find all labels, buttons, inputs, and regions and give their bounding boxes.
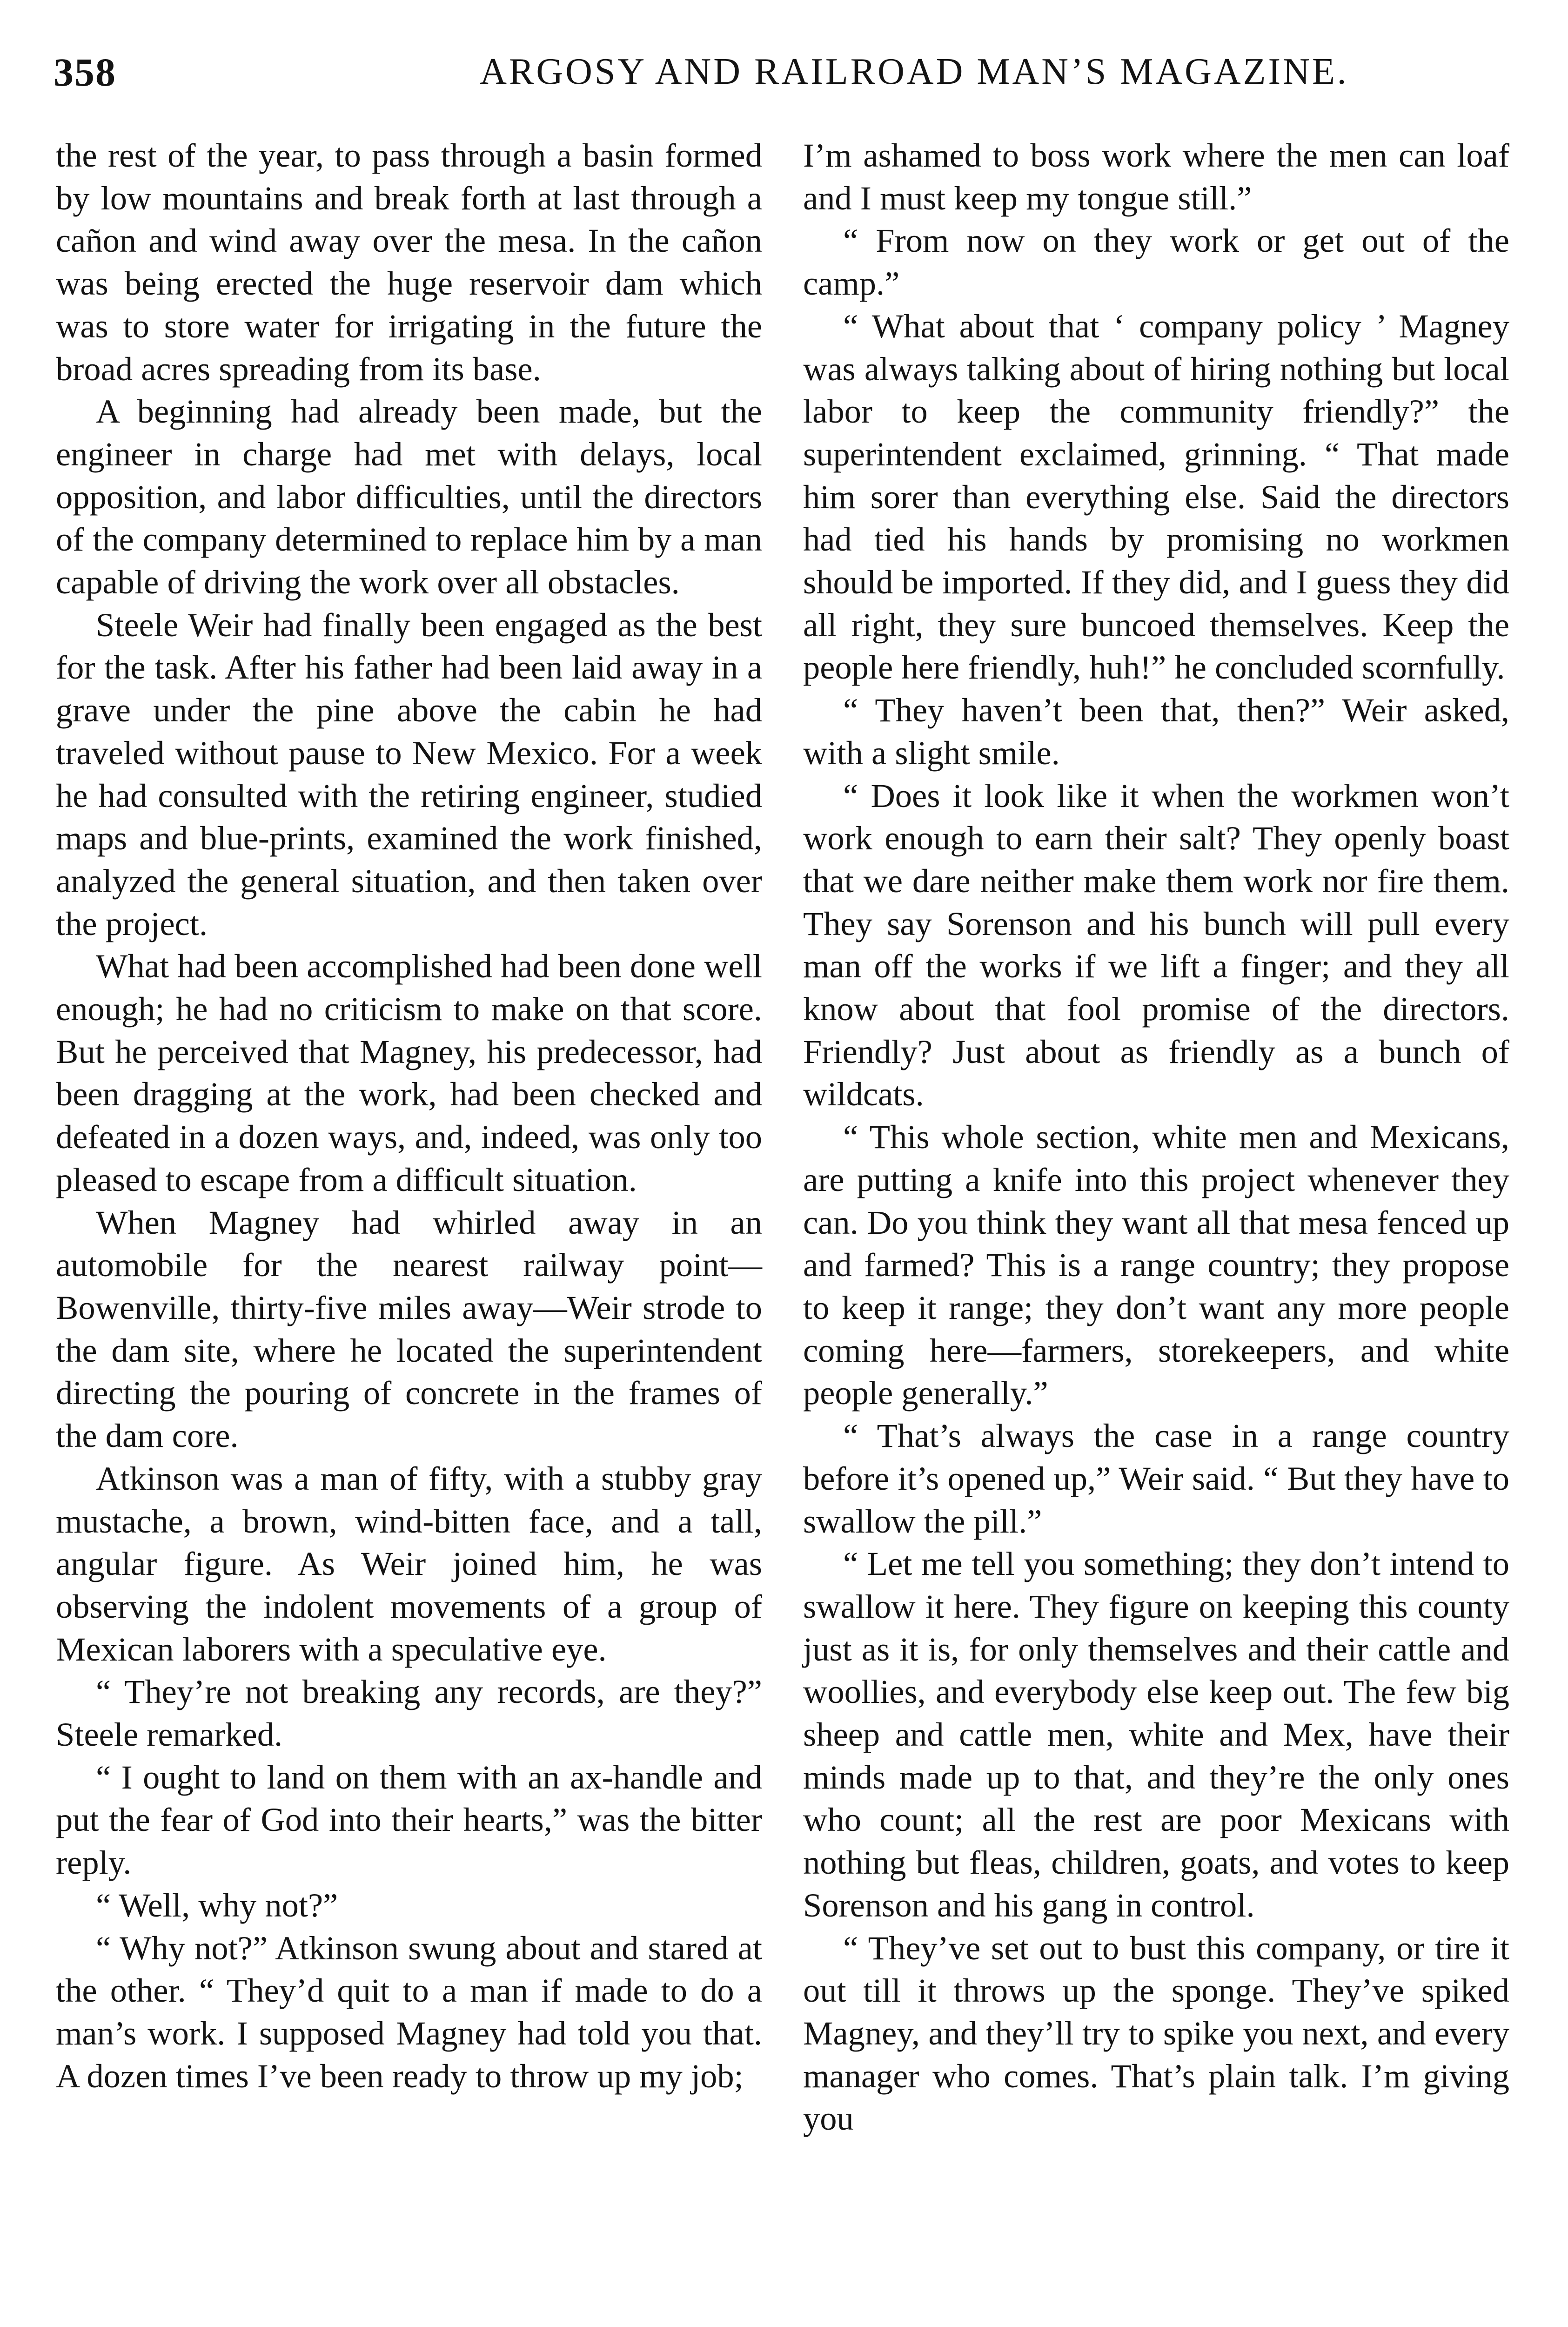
paragraph: A beginning had already been made, but the engineer in charge had met with delays, local opposition, and labor difficulties, until the directors of the company determined to replace him by a man capable of driving the work over all obstacles.: [56, 392, 762, 601]
paragraph: What had been accomplished had been done well enough; he had no criticism to make on that score. But he perceived that Magney, his predecessor, had been dragging at the work, had been checked and defeated in a dozen ways, and, indeed, was only too pleased to escape from a difficult situation.: [56, 947, 762, 1198]
paragraph: Steele Weir had finally been engaged as the best for the task. After his father had been laid away in a grave under the pine above the cabin he had traveled without pause to New Mexico. For a week he had consulted with the retiring engineer, studied maps and blue-prints, examined the work finished, analyzed the general situation, and then taken over the project.: [56, 605, 762, 942]
paragraph: “ This whole section, white men and Mexicans, are putting a knife into this project whenever they can. Do you think they want all that mesa fenced up and farmed? This is a range country; they propose to keep it range; they don’t want any more people coming here—farmers, storekeepers, and white people generally.”: [803, 1118, 1509, 1412]
paragraph: “ Why not?” Atkinson swung about and stared at the other. “ They’d quit to a man if made to do a man’s work. I supposed Magney had told you that. A dozen times I’ve been ready to throw up my job;: [56, 1929, 762, 2095]
paragraph: “ They’ve set out to bust this company, or tire it out till it throws up the sponge. They’ve spiked Magney, and they’ll try to spike you next, and every manager who comes. That’s plain talk. I’m giving you: [803, 1929, 1509, 2138]
paragraph: I’m ashamed to boss work where the men can loaf and I must keep my tongue still.”: [803, 136, 1509, 217]
paragraph: “ I ought to land on them with an ax-handle and put the fear of God into their hearts,” was the bitter reply.: [56, 1758, 762, 1882]
left-column: [56, 134, 762, 2097]
running-title: ARGOSY AND RAILROAD MAN’S MAGAZINE.: [480, 51, 1349, 92]
right-column: [803, 134, 1509, 2140]
paragraph: “ What about that ‘ company policy ’ Magney was always talking about of hiring nothing but local labor to keep the community friendly?” the superintendent exclaimed, grinning. “ That made him sorer than everything else. Said the directors had tied his hands by promising no workmen should be imported. If they did, and I guess they did all right, they sure buncoed themselves. Keep the people here friendly, huh!” he concluded scornfully.: [803, 307, 1509, 686]
paragraph: “ Well, why not?”: [96, 1886, 338, 1924]
page-number: 358: [54, 50, 116, 94]
page-header: [54, 49, 1514, 105]
paragraph: “ They’re not breaking any records, are they?” Steele remarked.: [56, 1673, 762, 1754]
paragraph: “ They haven’t been that, then?” Weir asked, with a slight smile.: [803, 691, 1509, 772]
paragraph: “ That’s always the case in a range country before it’s opened up,” Weir said. “ But they have to swallow the pill.”: [803, 1417, 1509, 1540]
paragraph: “ Does it look like it when the workmen won’t work enough to earn their salt? They openly boast that we dare neither make them work nor fire them. They say Sorenson and his bunch will pull every man off the works if we lift a finger; and they all know about that fool promise of the directors. Friendly? Just about as friendly as a bunch of wildcats.: [803, 776, 1509, 1113]
paragraph: When Magney had whirled away in an automobile for the nearest railway point—Bowenville, thirty-five miles away—Weir strode to the dam site, where he located the superintendent directing the pouring of concrete in the frames of the dam core.: [56, 1203, 762, 1455]
paragraph: Atkinson was a man of fifty, with a stubby gray mustache, a brown, wind-bitten face, and a tall, angular figure. As Weir joined him, he was observing the indolent movements of a group of Mexican laborers with a speculative eye.: [56, 1459, 762, 1668]
paragraph: “ From now on they work or get out of the camp.”: [803, 222, 1509, 303]
paragraph: the rest of the year, to pass through a basin formed by low mountains and break forth at last through a cañon and wind away over the mesa. In the cañon was being erected the huge reservoir dam which was to store water for irrigating in the future the broad acres spreading from its base.: [56, 136, 762, 388]
paragraph: “ Let me tell you something; they don’t intend to swallow it here. They figure on keeping this county just as it is, for only themselves and their cattle and woollies, and everybody else keep out. The few big sheep and cattle men, white and Mex, have their minds made up to that, and they’re the only ones who count; all the rest are poor Mexicans with nothing but fleas, children, goats, and votes to keep Sorenson and his gang in control.: [803, 1545, 1509, 1924]
